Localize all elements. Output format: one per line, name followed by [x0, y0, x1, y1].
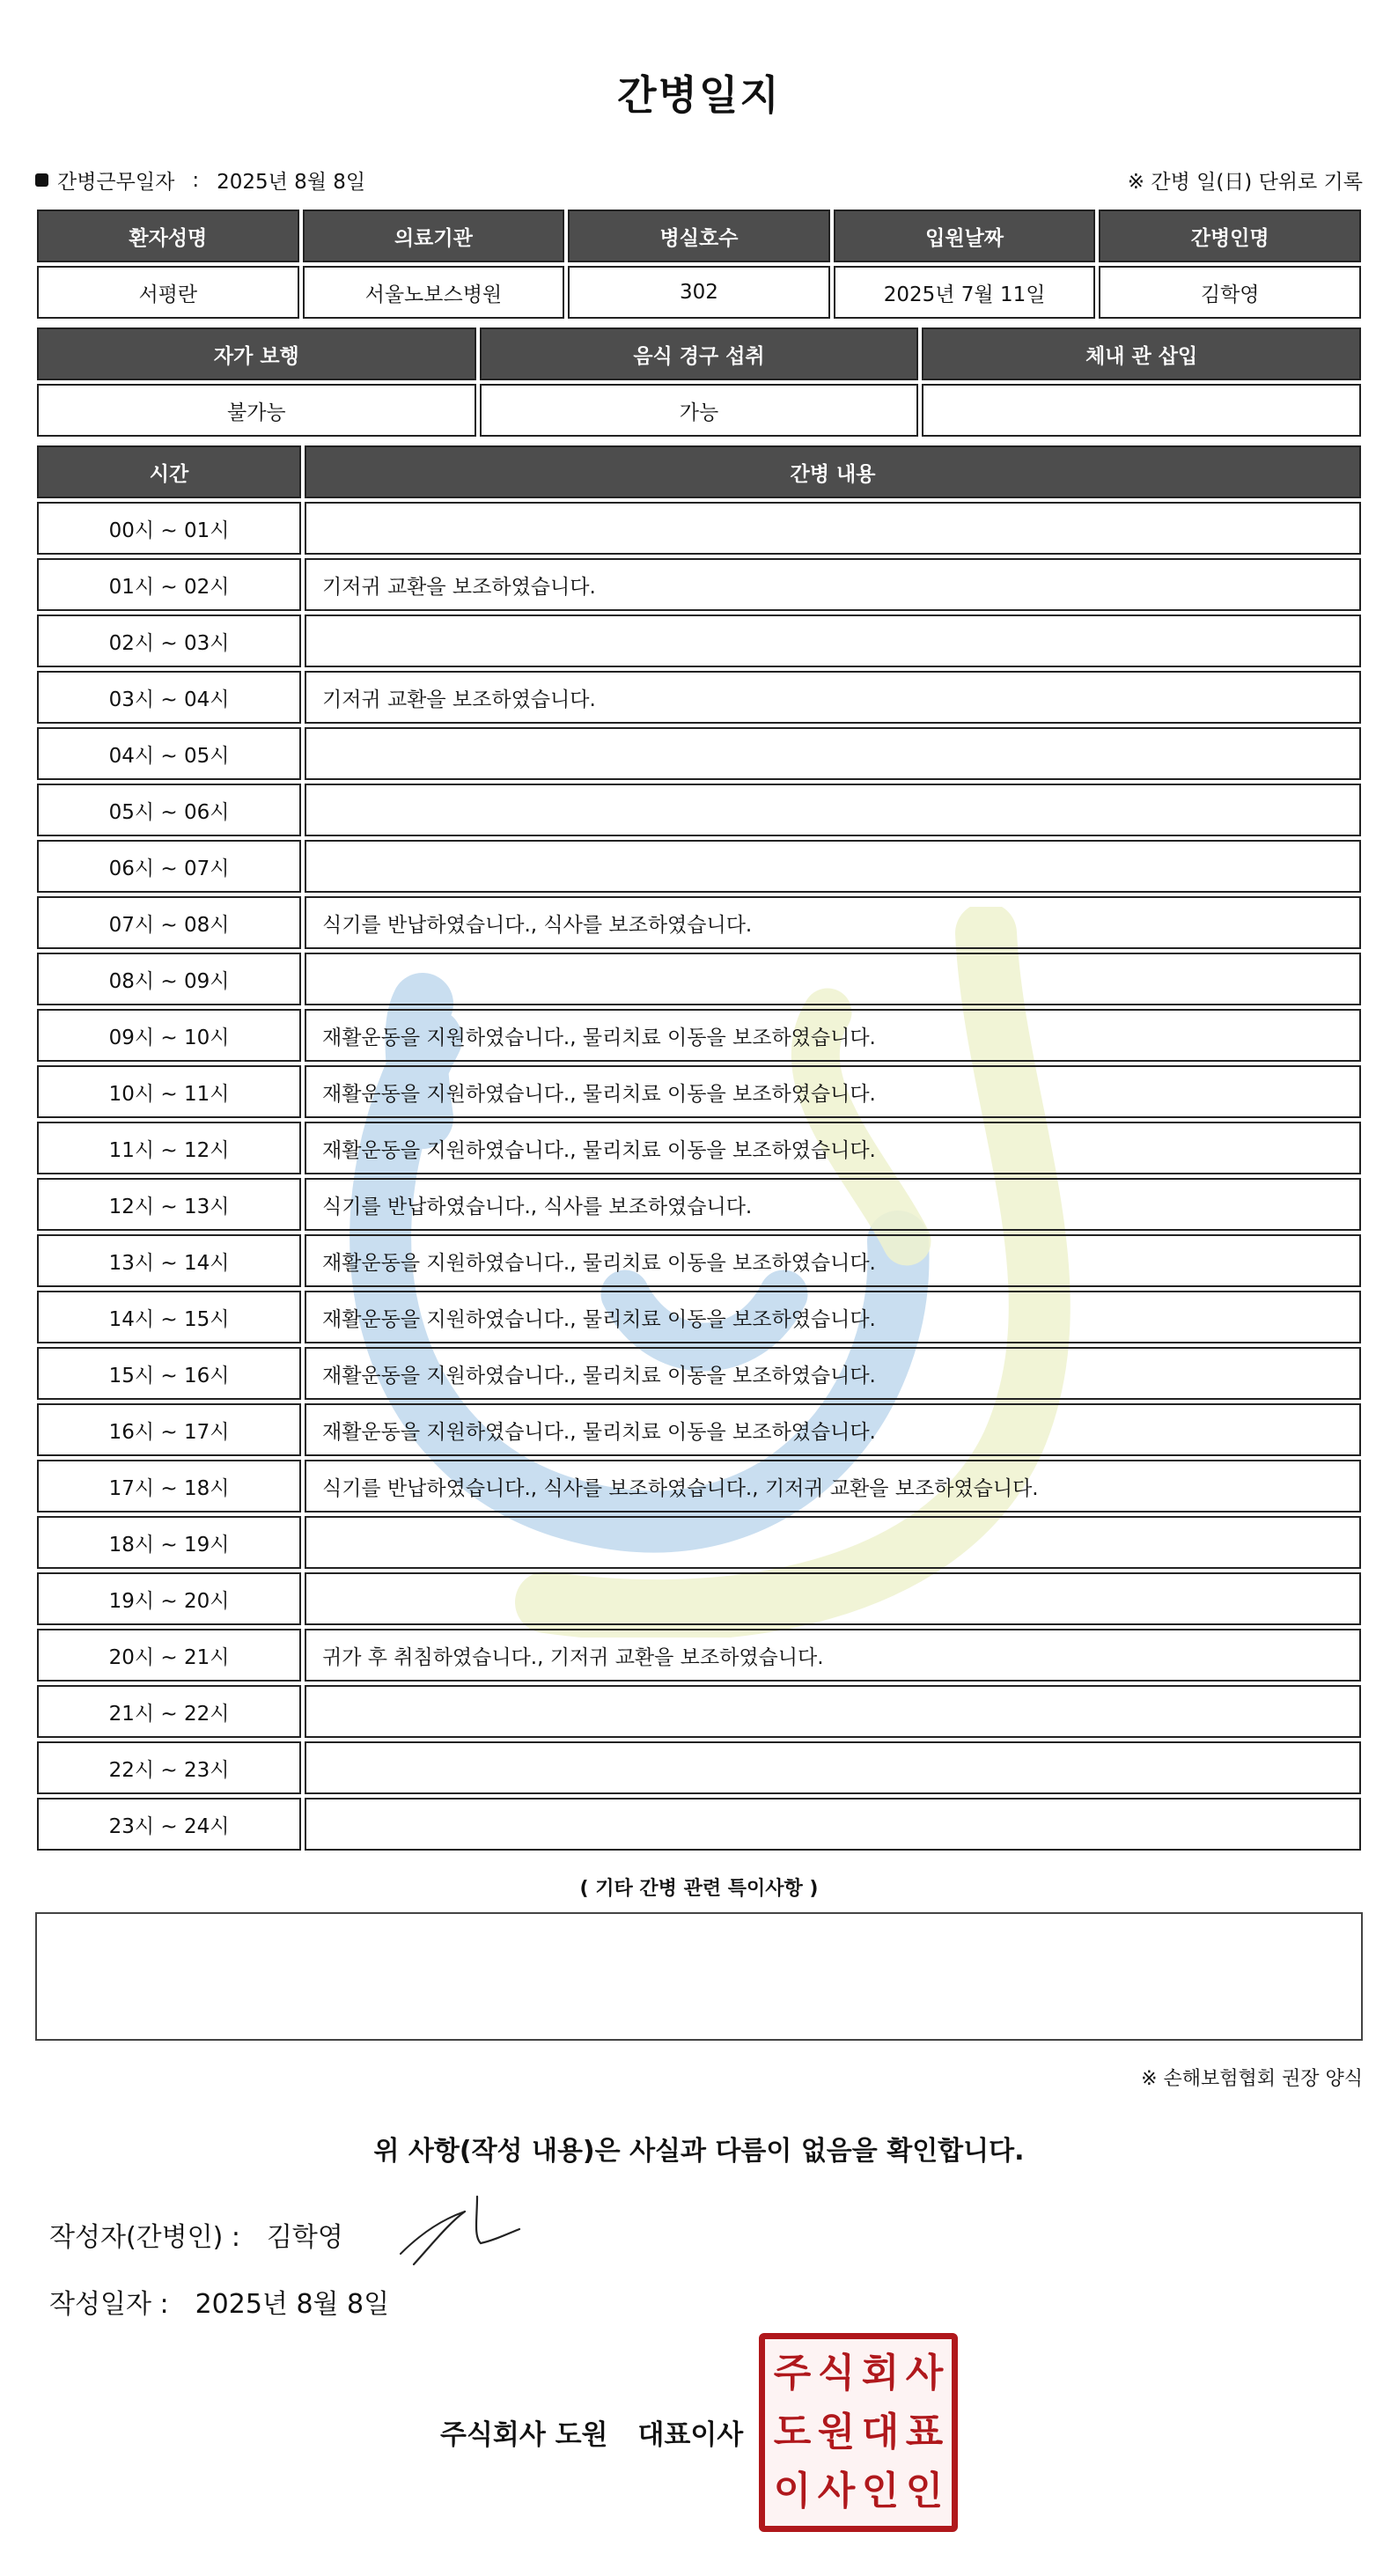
care-log-content	[305, 1741, 1361, 1794]
care-log-content: 기저귀 교환을 보조하였습니다.	[305, 671, 1361, 724]
write-date-value: 2025년 8월 8일	[195, 2289, 390, 2320]
header-hospital: 의료기관	[303, 210, 565, 262]
work-date-line	[35, 166, 365, 195]
care-log-row	[37, 1403, 1361, 1456]
company-seal-stamp	[759, 2333, 958, 2532]
seal-character: 사	[817, 2468, 856, 2513]
company-line	[440, 2412, 743, 2452]
care-log-time: 15시 ~ 16시	[37, 1347, 301, 1400]
care-log-time: 16시 ~ 17시	[37, 1403, 301, 1456]
care-log-content: 재활운동을 지원하였습니다., 물리치료 이동을 보조하였습니다.	[305, 1009, 1361, 1062]
care-log-row	[37, 671, 1361, 724]
care-log-time: 19시 ~ 20시	[37, 1572, 301, 1625]
company-representative-title: 대표이사	[637, 2419, 744, 2451]
self-walking-value: 불가능	[37, 384, 476, 437]
care-log-table	[33, 442, 1365, 1854]
care-log-content: 재활운동을 지원하였습니다., 물리치료 이동을 보조하였습니다.	[305, 1403, 1361, 1456]
work-date-value: 2025년 8월 8일	[217, 171, 366, 194]
care-log-time: 00시 ~ 01시	[37, 502, 301, 555]
page-title: 간병일지	[617, 71, 781, 119]
care-log-row	[37, 1741, 1361, 1794]
writer-label: 작성자(간병인) :	[49, 2222, 240, 2253]
header-self-walking: 자가 보행	[37, 328, 476, 380]
care-log-body	[37, 502, 1361, 1851]
seal-characters	[770, 2344, 946, 2521]
care-log-row	[37, 1516, 1361, 1569]
care-log-content: 식기를 반납하였습니다., 식사를 보조하였습니다.	[305, 896, 1361, 949]
care-log-content	[305, 502, 1361, 555]
care-log-content: 귀가 후 취침하였습니다., 기저귀 교환을 보조하였습니다.	[305, 1629, 1361, 1682]
header-time: 시간	[37, 445, 301, 498]
care-log-row	[37, 1798, 1361, 1851]
care-log-time: 12시 ~ 13시	[37, 1178, 301, 1231]
write-date-label: 작성일자 :	[49, 2289, 169, 2320]
care-log-content: 재활운동을 지원하였습니다., 물리치료 이동을 보조하였습니다.	[305, 1347, 1361, 1400]
care-log-time: 21시 ~ 22시	[37, 1685, 301, 1738]
patient-info-header-row	[37, 210, 1361, 262]
care-log-content	[305, 784, 1361, 836]
care-log-time: 04시 ~ 05시	[37, 727, 301, 780]
confirmation-statement: 위 사항(작성 내용)은 사실과 다름이 없음을 확인합니다.	[373, 2136, 1025, 2167]
care-log-row	[37, 1629, 1361, 1682]
care-log-row	[37, 1178, 1361, 1231]
care-log-row	[37, 1347, 1361, 1400]
seal-character: 인	[861, 2468, 900, 2513]
company-name: 주식회사 도원	[440, 2419, 608, 2451]
work-date-label: 간병근무일자	[57, 171, 175, 194]
header-care-content: 간병 내용	[305, 445, 1361, 498]
patient-info-table	[33, 206, 1365, 322]
care-log-time: 08시 ~ 09시	[37, 953, 301, 1005]
care-log-content	[305, 1572, 1361, 1625]
care-log-content: 기저귀 교환을 보조하였습니다.	[305, 558, 1361, 611]
handwritten-signature-icon	[396, 2192, 528, 2271]
care-log-time: 07시 ~ 08시	[37, 896, 301, 949]
care-log-time: 10시 ~ 11시	[37, 1065, 301, 1118]
care-log-time: 14시 ~ 15시	[37, 1291, 301, 1343]
care-log-time: 05시 ~ 06시	[37, 784, 301, 836]
writer-line	[49, 2215, 343, 2254]
care-log-row	[37, 1122, 1361, 1174]
seal-character: 도	[773, 2409, 812, 2455]
care-log-time: 23시 ~ 24시	[37, 1798, 301, 1851]
patient-status-table	[33, 324, 1365, 440]
care-log-content: 재활운동을 지원하였습니다., 물리치료 이동을 보조하였습니다.	[305, 1234, 1361, 1287]
write-date-line	[49, 2282, 389, 2321]
care-log-row	[37, 1009, 1361, 1062]
status-value-row	[37, 384, 1361, 437]
header-tube-insertion: 체내 관 삽입	[922, 328, 1361, 380]
status-header-row	[37, 328, 1361, 380]
patient-info-value-row	[37, 266, 1361, 319]
care-log-content: 재활운동을 지원하였습니다., 물리치료 이동을 보조하였습니다.	[305, 1291, 1361, 1343]
care-log-content: 재활운동을 지원하였습니다., 물리치료 이동을 보조하였습니다.	[305, 1065, 1361, 1118]
care-log-row	[37, 784, 1361, 836]
seal-character: 인	[905, 2468, 944, 2513]
remarks-title: ( 기타 간병 관련 특이사항 )	[579, 1878, 819, 1900]
header-patient-name: 환자성명	[37, 210, 299, 262]
care-log-time: 22시 ~ 23시	[37, 1741, 301, 1794]
unit-note: ※ 간병 일(日) 단위로 기록	[1127, 171, 1363, 194]
header-caregiver-name: 간병인명	[1099, 210, 1361, 262]
care-log-content	[305, 953, 1361, 1005]
care-log-time: 18시 ~ 19시	[37, 1516, 301, 1569]
care-log-time: 17시 ~ 18시	[37, 1460, 301, 1512]
care-log-row	[37, 1234, 1361, 1287]
seal-character: 식	[817, 2351, 856, 2396]
room-number: 302	[568, 266, 830, 319]
care-log-row	[37, 727, 1361, 780]
hospital-name: 서울노보스병원	[303, 266, 565, 319]
care-log-content	[305, 1685, 1361, 1738]
care-log-content	[305, 1516, 1361, 1569]
care-log-time: 20시 ~ 21시	[37, 1629, 301, 1682]
care-log-time: 01시 ~ 02시	[37, 558, 301, 611]
care-log-content: 식기를 반납하였습니다., 식사를 보조하였습니다.	[305, 1178, 1361, 1231]
care-log-time: 03시 ~ 04시	[37, 671, 301, 724]
form-note: ※ 손해보험협회 권장 양식	[1141, 2068, 1363, 2090]
care-log-content: 재활운동을 지원하였습니다., 물리치료 이동을 보조하였습니다.	[305, 1122, 1361, 1174]
work-date-colon: :	[192, 168, 200, 192]
care-log-row	[37, 896, 1361, 949]
oral-intake-value: 가능	[480, 384, 919, 437]
care-log-row	[37, 615, 1361, 667]
admission-date: 2025년 7월 11일	[834, 266, 1096, 319]
caregiver-name: 김학영	[1099, 266, 1361, 319]
header-admission-date: 입원날짜	[834, 210, 1096, 262]
care-log-row	[37, 1572, 1361, 1625]
care-log-content	[305, 840, 1361, 893]
tube-insertion-value	[922, 384, 1361, 437]
seal-character: 이	[773, 2468, 812, 2513]
care-log-content	[305, 615, 1361, 667]
care-log-row	[37, 1460, 1361, 1512]
remarks-box	[35, 1912, 1363, 2041]
care-log-time: 06시 ~ 07시	[37, 840, 301, 893]
care-log-row	[37, 1065, 1361, 1118]
care-log-row	[37, 1685, 1361, 1738]
seal-character: 회	[861, 2351, 900, 2396]
care-log-content	[305, 1798, 1361, 1851]
header-oral-intake: 음식 경구 섭취	[480, 328, 919, 380]
care-log-content: 식기를 반납하였습니다., 식사를 보조하였습니다., 기저귀 교환을 보조하였습니다.	[305, 1460, 1361, 1512]
seal-character: 사	[905, 2351, 944, 2396]
care-log-row	[37, 1291, 1361, 1343]
care-log-time: 11시 ~ 12시	[37, 1122, 301, 1174]
care-log-row	[37, 840, 1361, 893]
care-log-row	[37, 502, 1361, 555]
care-log-header-row	[37, 445, 1361, 498]
patient-name: 서평란	[37, 266, 299, 319]
care-log-row	[37, 953, 1361, 1005]
writer-name: 김학영	[266, 2222, 343, 2253]
care-log-time: 09시 ~ 10시	[37, 1009, 301, 1062]
bullet-square-icon	[35, 173, 48, 187]
header-room: 병실호수	[568, 210, 830, 262]
care-log-time: 13시 ~ 14시	[37, 1234, 301, 1287]
seal-character: 원	[817, 2409, 856, 2455]
seal-character: 표	[905, 2409, 944, 2455]
seal-character: 주	[773, 2351, 812, 2396]
care-log-content	[305, 727, 1361, 780]
seal-character: 대	[861, 2409, 900, 2455]
care-log-row	[37, 558, 1361, 611]
care-log-time: 02시 ~ 03시	[37, 615, 301, 667]
